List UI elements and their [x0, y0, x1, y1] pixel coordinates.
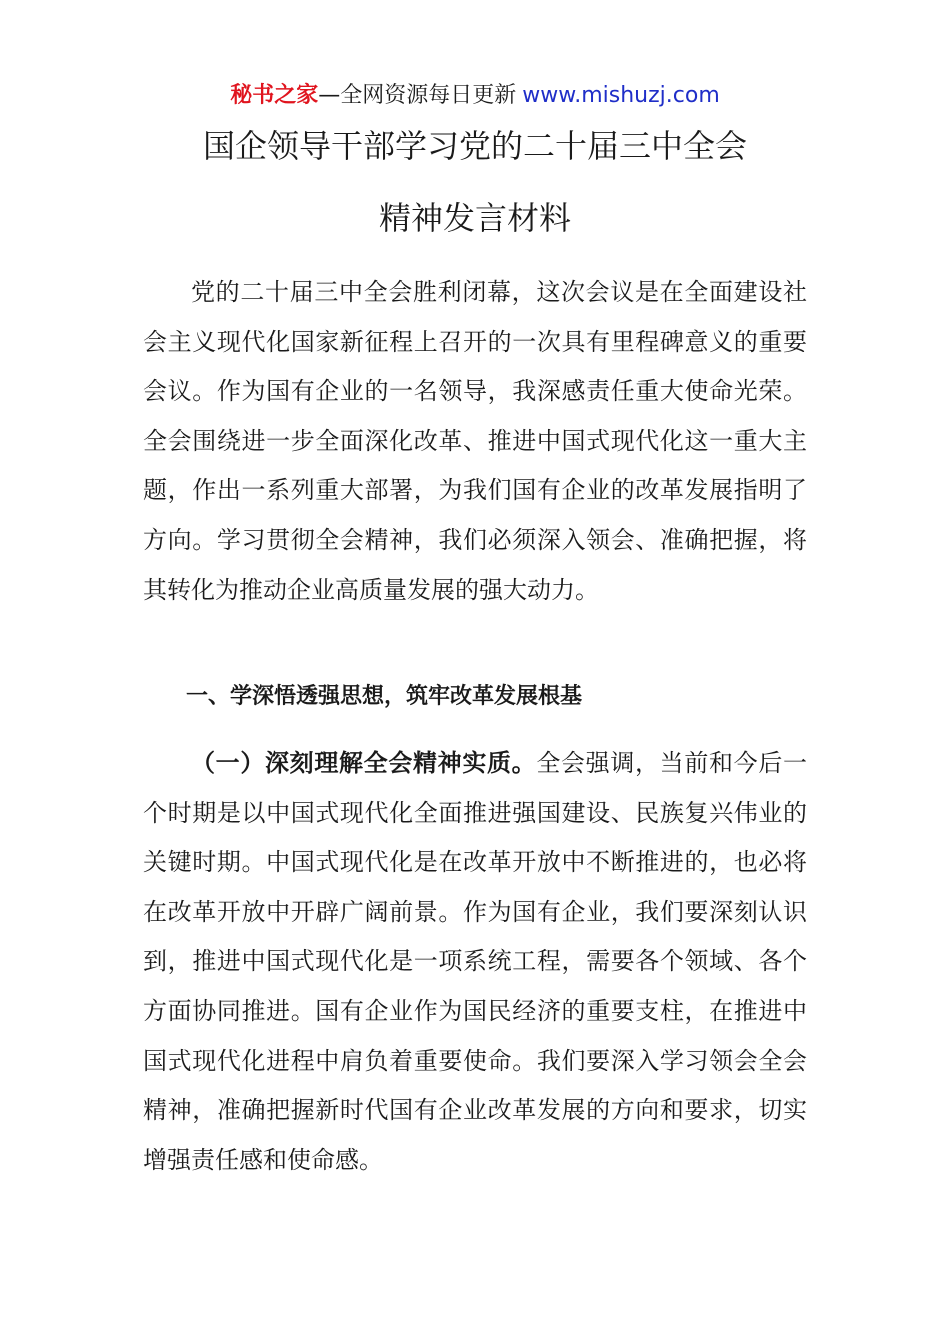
- subsection-1-paragraph: [143, 739, 807, 1185]
- brand-name: 秘书之家: [230, 83, 319, 108]
- document-title-line-1: 国企领导干部学习党的二十届三中全会: [202, 127, 747, 165]
- subsection-1-heading: （一）深刻理解全会精神实质。: [191, 749, 537, 777]
- site-url-link[interactable]: www.mishuzj.com: [522, 83, 720, 108]
- section-1-heading: 一、学深悟透强思想，筑牢改革发展根基: [186, 684, 583, 709]
- header-tagline: —全网资源每日更新: [318, 83, 517, 108]
- site-header: [0, 80, 950, 112]
- document-title-line-2: 精神发言材料: [378, 199, 571, 237]
- subsection-1-body: 全会强调，当前和今后一个时期是以中国式现代化全面推进强国建设、民族复兴伟业的关键时期。中国式现代化是在改革开放中不断推进的，也必将在改革开放中开辟广阔前景。作为国有企业，我们要深刻认识到，推进中国式现代化是一项系统工程，需要各个领域、各个方面协同推进。国有企业作为国民经济的重要支柱，在推进中国式现代化进程中肩负着重要使命。我们要深入学习领会全会精神，准确把握新时代国有企业改革发展的方向和要求，切实增强责任感和使命感。: [143, 749, 808, 1174]
- intro-paragraph: 党的二十届三中全会胜利闭幕，这次会议是在全面建设社会主义现代化国家新征程上召开的一次具有里程碑意义的重要会议。作为国有企业的一名领导，我深感责任重大使命光荣。全会围绕进一步全面深化改革、推进中国式现代化这一重大主题，作出一系列重大部署，为我们国有企业的改革发展指明了方向。学习贯彻全会精神，我们必须深入领会、准确把握，将其转化为推动企业高质量发展的强大动力。: [143, 278, 807, 604]
